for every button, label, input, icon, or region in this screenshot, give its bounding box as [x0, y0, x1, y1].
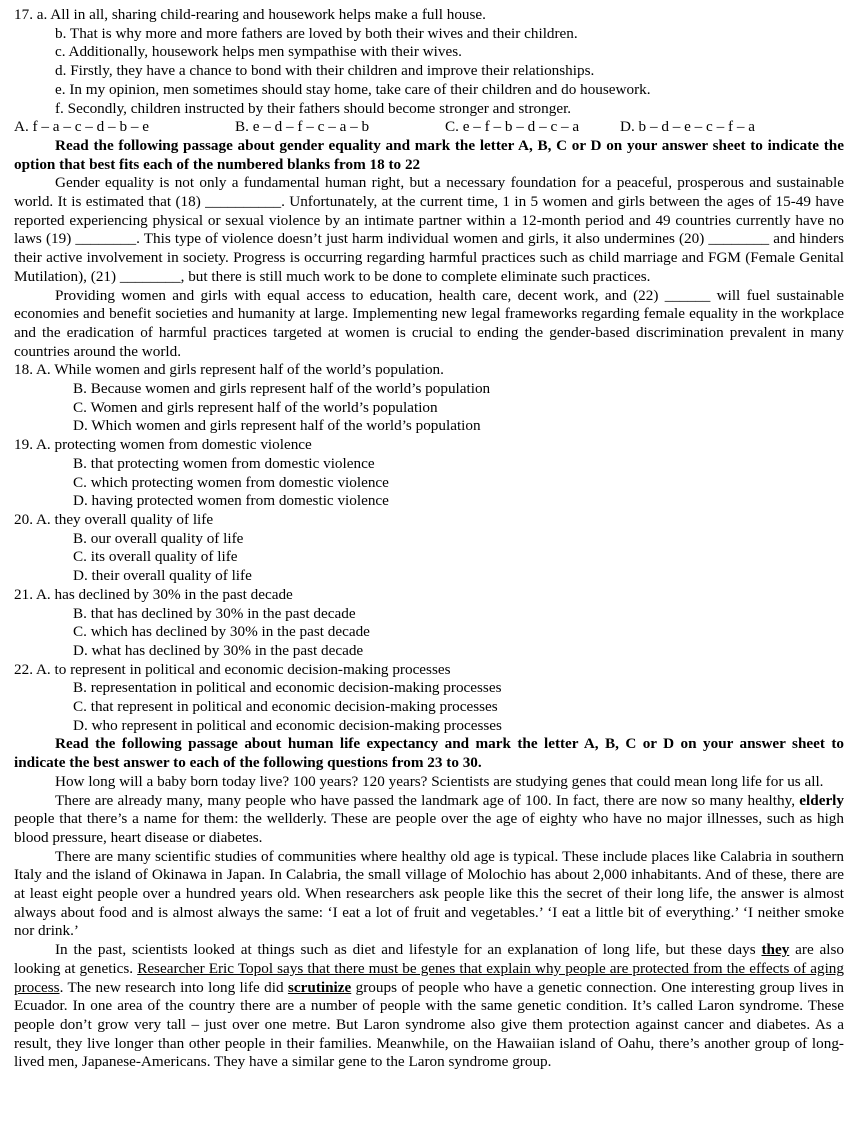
- para4-text-segment: In the past, scientists looked at things such as diet and lifestyle for an explanation of long life, but these days: [55, 941, 762, 959]
- q19-option-b: B. that protecting women from domestic violence: [73, 454, 375, 472]
- q17-answer-options-row: [14, 118, 844, 137]
- para4-underlined-sentence: Researcher Eric Topol says that there must be genes that explain why people are protected from the effects of aging process: [14, 959, 844, 996]
- para4-text-segment: . The new research into long life did: [59, 978, 288, 996]
- passage2-paragraph-4: [14, 941, 844, 1072]
- q20-option-a: 20. A. they overall quality of life: [14, 510, 214, 528]
- passage1-paragraph-2: Providing women and girls with equal access to education, health care, decent work, and (22) ______ will fuel sustainable economies and benefit societies and humanity at large. Implementing new legal frameworks regarding female equality in the workplace and the eradication of harmful practices targeted at women is crucial to ending the gender-based discrimination prevalent in many countries around the world.: [14, 286, 844, 360]
- q21-option-a: 21. A. has declined by 30% in the past decade: [14, 585, 293, 603]
- q17-sentence-f: f. Secondly, children instructed by their fathers should become stronger and stronger.: [55, 99, 572, 117]
- passage2-paragraph-3: There are many scientific studies of communities where healthy old age is typical. These include places like Calabria in southern Italy and the island of Okinawa in Japan. In Calabria, the small village of Molochio has about 2,000 inhabitants. And of these, there are at least eight people over a hundred years old. When researchers ask people like this the secret of their long life, the answer is almost always about food and is almost always the same: ‘I eat a lot of fruit and vegetables.’ ‘I eat a little bit of everything.’ ‘I neither smoke nor drink.’: [14, 847, 844, 940]
- q20-option-b: B. our overall quality of life: [73, 529, 244, 547]
- q19-option-a: 19. A. protecting women from domestic violence: [14, 436, 312, 454]
- q22-option-d: D. who represent in political and economic decision-making processes: [73, 716, 502, 734]
- passage2-paragraph-1: How long will a baby born today live? 100 years? 120 years? Scientists are studying genes that could mean long life for us all.: [55, 772, 824, 790]
- para4-text-segment: groups of people who have a genetic connection. One interesting group lives in Ecuador. In one area of the country there are a number of people with the same genetic condition. It’s called Laron syndrome. These people don’t grow very tall – just over one metre. But Laron syndrome also give them protection against cancer and diabetes. As a result, they live longer than other people in their families. Meanwhile, on the Hawaiian island of Oahu, there’s another group of long-lived men, Japanese-Americans. They have a similar gene to the Laron syndrome group.: [14, 978, 844, 1071]
- q17-sentence-b: b. That is why more and more fathers are loved by both their wives and their children.: [55, 24, 578, 42]
- q18-option-c: C. Women and girls represent half of the world’s population: [73, 398, 438, 416]
- q21-option-d: D. what has declined by 30% in the past decade: [73, 641, 364, 659]
- q20-option-c: C. its overall quality of life: [73, 548, 238, 566]
- q19-option-c: C. which protecting women from domestic violence: [73, 473, 389, 491]
- q17-sentence-c: c. Additionally, housework helps men sympathise with their wives.: [55, 43, 462, 61]
- para4-bold-underlined-they: they: [761, 941, 790, 959]
- para4-text-segment: are also looking at genetics.: [14, 941, 844, 977]
- para2-text-segment: people that there’s a name for them: the wellderly. These are people over the age of eighty who have no major illnesses, such as high blood pressure, heart disease or diabetes.: [14, 810, 844, 846]
- q19-option-d: D. having protected women from domestic violence: [73, 492, 389, 510]
- para2-bold-elderly: elderly: [799, 791, 844, 809]
- para2-text-segment: There are already many, many people who have passed the landmark age of 100. In fact, there are now so many healthy,: [55, 791, 800, 809]
- passage1-instruction: Read the following passage about gender equality and mark the letter A, B, C or D on your answer sheet to indicate the option that best fits each of the numbered blanks from 18 to 22: [14, 136, 844, 173]
- q17-option-d: D. b – d – e – c – f – a: [620, 118, 755, 136]
- para4-bold-underlined-scrutinize: scrutinize: [287, 978, 352, 996]
- q20-option-d: D. their overall quality of life: [73, 567, 252, 585]
- q18-option-a: 18. A. While women and girls represent half of the world’s population.: [14, 361, 444, 379]
- q21-option-c: C. which has declined by 30% in the past decade: [73, 623, 370, 641]
- q18-option-d: D. Which women and girls represent half of the world’s population: [73, 417, 481, 435]
- q21-option-b: B. that has declined by 30% in the past decade: [73, 604, 356, 622]
- q22-option-b: B. representation in political and economic decision-making processes: [73, 679, 502, 697]
- passage1-paragraph-1: Gender equality is not only a fundamental human right, but a necessary foundation for a peaceful, prosperous and sustainable world. It is estimated that (18) __________. Unfortunately, at the current time, 1 in 5 women and girls between the ages of 15-49 have reported experiencing physical or sexual violence by an intimate partner within a 12-month period and 49 countries currently have no laws (19) ________. This type of violence doesn’t just harm individual women and girls, it also undermines (20) ________ and hinders their active involvement in society. Progress is occurring regarding harmful practices such as child marriage and FGM (Female Genital Mutilation), (21) ________, but there is still much work to be done to complete eliminate such practices.: [14, 174, 844, 285]
- q17-option-a: A. f – a – c – d – b – e: [14, 118, 149, 136]
- q17-option-b: B. e – d – f – c – a – b: [235, 118, 370, 136]
- q22-option-a: 22. A. to represent in political and economic decision-making processes: [14, 660, 451, 678]
- q17-sentence-a: 17. a. All in all, sharing child-rearing and housework helps make a full house.: [14, 6, 486, 23]
- q17-sentence-e: e. In my opinion, men sometimes should stay home, take care of their children and do housework.: [55, 80, 651, 98]
- q18-option-b: B. Because women and girls represent half of the world’s population: [73, 380, 491, 398]
- q17-sentence-d: d. Firstly, they have a chance to bond with their children and improve their relationships.: [55, 62, 595, 80]
- passage2-paragraph-2: [14, 792, 844, 848]
- q22-option-c: C. that represent in political and economic decision-making processes: [73, 698, 498, 716]
- passage2-instruction: Read the following passage about human life expectancy and mark the letter A, B, C or D on your answer sheet to indicate the best answer to each of the following questions from 23 to 30.: [14, 735, 844, 772]
- q17-option-c: C. e – f – b – d – c – a: [445, 118, 580, 136]
